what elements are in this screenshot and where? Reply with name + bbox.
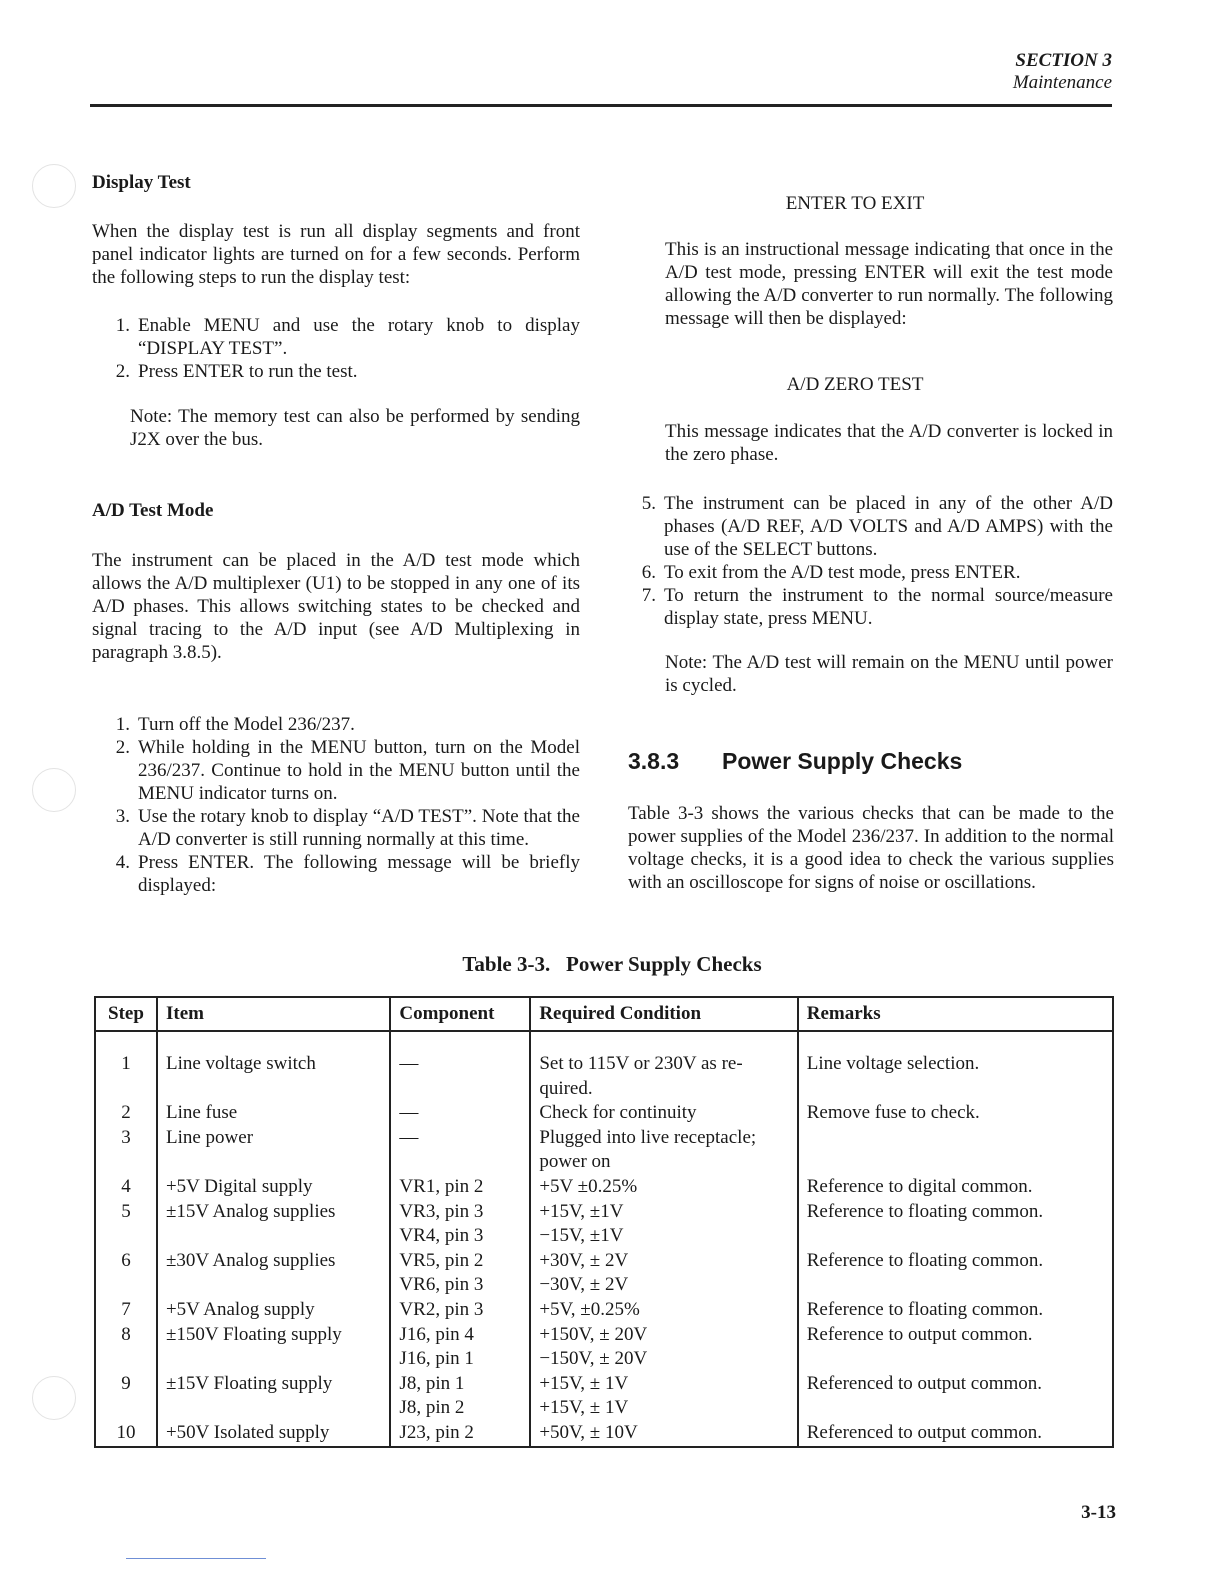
cell-remarks: [798, 1224, 1113, 1249]
cell-step: 7: [95, 1298, 157, 1323]
section-label: SECTION 3: [1015, 50, 1112, 71]
page-number: 3-13: [1081, 1502, 1116, 1523]
table-header-row: [95, 997, 1113, 1031]
cell-item: [157, 1273, 390, 1298]
cell-step: [95, 1347, 157, 1372]
cell-step: 3: [95, 1126, 157, 1151]
cell-step: 4: [95, 1175, 157, 1200]
cell-component: VR3, pin 3: [390, 1200, 530, 1225]
header-rule: [90, 104, 1112, 107]
cell-item: +50V Isolated supply: [157, 1421, 390, 1447]
cell-remarks: [798, 1273, 1113, 1298]
cell-component: —: [390, 1031, 530, 1077]
cell-component: J16, pin 1: [390, 1347, 530, 1372]
list-item: 6. To exit from the A/D test mode, press ENTER.: [641, 562, 1021, 583]
table-row: [95, 1273, 1113, 1298]
cell-required-condition: Plugged into live receptacle;: [530, 1126, 797, 1151]
section-title: Power Supply Checks: [722, 748, 963, 774]
cell-component: VR2, pin 3: [390, 1298, 530, 1323]
cell-component: [390, 1077, 530, 1102]
cell-component: J8, pin 1: [390, 1372, 530, 1397]
list-item: 7. To return the instrument to the normal source/measure display state, press MENU.: [641, 585, 1113, 629]
cell-remarks: Reference to floating common.: [798, 1298, 1113, 1323]
punch-hole-top: [32, 164, 76, 208]
cell-item: Line voltage switch: [157, 1031, 390, 1077]
table-row: [95, 1421, 1113, 1447]
section-number: 3.8.3: [628, 748, 680, 774]
punch-hole-middle: [32, 768, 76, 812]
column-header-remarks: Remarks: [798, 997, 1113, 1031]
cell-step: 1: [95, 1031, 157, 1077]
cell-remarks: [798, 1077, 1113, 1102]
cell-required-condition: +5V, ±0.25%: [530, 1298, 797, 1323]
cell-remarks: Reference to floating common.: [798, 1200, 1113, 1225]
cell-step: 10: [95, 1421, 157, 1447]
display-test-steps: [92, 314, 580, 383]
cell-step: 9: [95, 1372, 157, 1397]
cell-remarks: Referenced to output common.: [798, 1421, 1113, 1447]
cell-component: J23, pin 2: [390, 1421, 530, 1447]
cell-item: ±30V Analog supplies: [157, 1249, 390, 1274]
list-item: 5. The instrument can be placed in any of the other A/D phases (A/D REF, A/D VOLTS and A/D AMPS) with the use of the SELECT buttons.: [641, 493, 1113, 560]
cell-required-condition: +50V, ± 10V: [530, 1421, 797, 1447]
table-row: [95, 1101, 1113, 1126]
cell-item: Line power: [157, 1126, 390, 1151]
cell-step: [95, 1396, 157, 1421]
cell-remarks: [798, 1347, 1113, 1372]
cell-item: +5V Digital supply: [157, 1175, 390, 1200]
cell-item: +5V Analog supply: [157, 1298, 390, 1323]
cell-step: [95, 1150, 157, 1175]
cell-item: [157, 1150, 390, 1175]
table-row: [95, 1126, 1113, 1151]
cell-component: —: [390, 1126, 530, 1151]
cell-item: [157, 1347, 390, 1372]
cell-remarks: Reference to output common.: [798, 1323, 1113, 1348]
table-row: [95, 1249, 1113, 1274]
display-test-heading: Display Test: [92, 172, 191, 193]
table-row: [95, 1031, 1113, 1077]
column-header-component: Component: [390, 997, 530, 1031]
cell-item: ±15V Floating supply: [157, 1372, 390, 1397]
cell-remarks: Referenced to output common.: [798, 1372, 1113, 1397]
ad-test-intro: The instrument can be placed in the A/D test mode which allows the A/D multiplexer (U1) to be stopped in any one of its A/D phases. This allows switching states to be checked and signal tracing to the A/D input (see A/D Multiplexing in paragraph 3.8.5).: [92, 550, 580, 663]
message-enter-to-exit: ENTER TO EXIT: [785, 193, 925, 214]
cell-step: 2: [95, 1101, 157, 1126]
cell-required-condition: +150V, ± 20V: [530, 1323, 797, 1348]
cell-component: J16, pin 4: [390, 1323, 530, 1348]
table-row: [95, 1372, 1113, 1397]
cell-required-condition: Set to 115V or 230V as re-: [530, 1031, 797, 1077]
list-item: 3. Use the rotary knob to display “A/D TEST”. Note that the A/D converter is still running normally at this time.: [115, 806, 580, 850]
list-item: 1. Enable MENU and use the rotary knob to display “DISPLAY TEST”.: [115, 315, 580, 359]
cell-remarks: [798, 1126, 1113, 1151]
power-supply-intro: Table 3-3 shows the various checks that can be made to the power supplies of the Model 236/237. In addition to the normal voltage checks, it is a good idea to check the various supplies with an oscilloscope for signs of noise or oscillations.: [628, 803, 1114, 893]
section-subtitle: Maintenance: [1012, 72, 1112, 93]
cell-component: J8, pin 2: [390, 1396, 530, 1421]
column-header-step: Step: [95, 997, 157, 1031]
table-row: [95, 1396, 1113, 1421]
message-ad-zero-test: A/D ZERO TEST: [786, 374, 924, 395]
cell-remarks: [798, 1150, 1113, 1175]
cell-step: 5: [95, 1200, 157, 1225]
display-test-note: Note: The memory test can also be performed by sending J2X over the bus.: [130, 406, 580, 450]
table-row: [95, 1298, 1113, 1323]
table-row: [95, 1323, 1113, 1348]
ad-test-note: Note: The A/D test will remain on the MENU until power is cycled.: [665, 652, 1113, 696]
cell-step: 6: [95, 1249, 157, 1274]
cell-required-condition: quired.: [530, 1077, 797, 1102]
ad-test-steps-continued: [618, 492, 1113, 630]
power-supply-checks-table: [94, 996, 1114, 1448]
cell-step: [95, 1273, 157, 1298]
ad-test-steps: [92, 713, 580, 897]
cell-item: [157, 1077, 390, 1102]
column-header-item: Item: [157, 997, 390, 1031]
cell-component: VR1, pin 2: [390, 1175, 530, 1200]
scan-artifact-line: [126, 1558, 266, 1559]
cell-required-condition: power on: [530, 1150, 797, 1175]
cell-item: Line fuse: [157, 1101, 390, 1126]
table-row: [95, 1200, 1113, 1225]
cell-required-condition: +15V, ± 1V: [530, 1372, 797, 1397]
cell-component: [390, 1150, 530, 1175]
column-header-required-condition: Required Condition: [530, 997, 797, 1031]
cell-item: [157, 1224, 390, 1249]
cell-required-condition: +15V, ± 1V: [530, 1396, 797, 1421]
cell-component: VR5, pin 2: [390, 1249, 530, 1274]
list-item: 1. Turn off the Model 236/237.: [115, 714, 355, 735]
list-item: 2. While holding in the MENU button, turn on the Model 236/237. Continue to hold in the MENU button until the MENU indicator turns on.: [115, 737, 580, 804]
cell-required-condition: −15V, ±1V: [530, 1224, 797, 1249]
cell-component: VR4, pin 3: [390, 1224, 530, 1249]
cell-remarks: Reference to digital common.: [798, 1175, 1113, 1200]
table-row: [95, 1077, 1113, 1102]
table-row: [95, 1175, 1113, 1200]
cell-item: [157, 1396, 390, 1421]
table-row: [95, 1347, 1113, 1372]
cell-required-condition: +15V, ±1V: [530, 1200, 797, 1225]
cell-required-condition: −30V, ± 2V: [530, 1273, 797, 1298]
cell-item: ±15V Analog supplies: [157, 1200, 390, 1225]
cell-required-condition: +5V ±0.25%: [530, 1175, 797, 1200]
ad-zero-test-description: This message indicates that the A/D converter is locked in the zero phase.: [665, 421, 1113, 465]
cell-step: [95, 1077, 157, 1102]
ad-test-heading: A/D Test Mode: [92, 500, 214, 521]
cell-item: ±150V Floating supply: [157, 1323, 390, 1348]
display-test-intro: When the display test is run all display segments and front panel indicator lights are turned on for a few seconds. Perform the following steps to run the display test:: [92, 221, 580, 288]
cell-required-condition: −150V, ± 20V: [530, 1347, 797, 1372]
cell-component: VR6, pin 3: [390, 1273, 530, 1298]
cell-step: [95, 1224, 157, 1249]
table-title: Table 3-3. Power Supply Checks: [462, 952, 762, 976]
table-row: [95, 1150, 1113, 1175]
cell-required-condition: +30V, ± 2V: [530, 1249, 797, 1274]
list-item: 2. Press ENTER to run the test.: [115, 361, 358, 382]
cell-remarks: Reference to floating common.: [798, 1249, 1113, 1274]
enter-to-exit-description: This is an instructional message indicating that once in the A/D test mode, pressing ENTER will exit the test mode allowing the A/D converter to run normally. The following message will then be displayed:: [665, 239, 1113, 329]
cell-remarks: Remove fuse to check.: [798, 1101, 1113, 1126]
list-item: 4. Press ENTER. The following message will be briefly displayed:: [115, 852, 580, 896]
cell-required-condition: Check for continuity: [530, 1101, 797, 1126]
cell-component: —: [390, 1101, 530, 1126]
punch-hole-bottom: [32, 1376, 76, 1420]
cell-remarks: [798, 1396, 1113, 1421]
table-row: [95, 1224, 1113, 1249]
cell-remarks: Line voltage selection.: [798, 1031, 1113, 1077]
cell-step: 8: [95, 1323, 157, 1348]
